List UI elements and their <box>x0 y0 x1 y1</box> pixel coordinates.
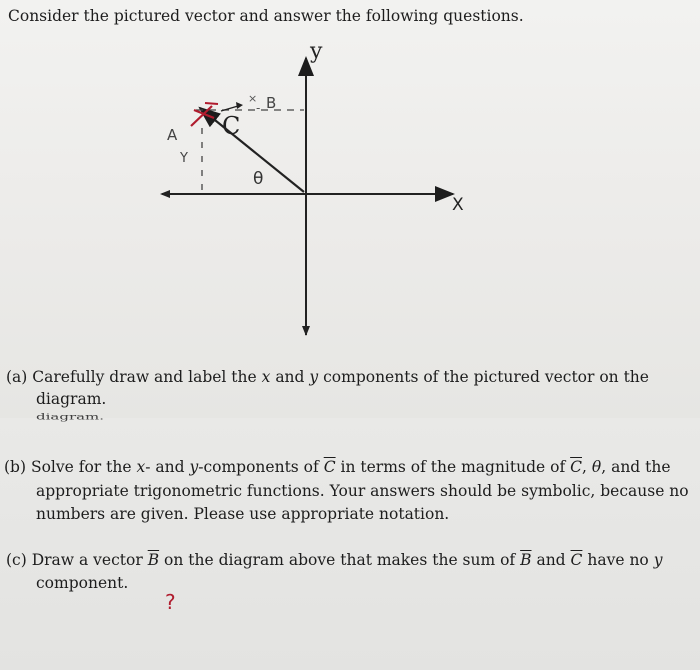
hw-label-b: B <box>266 94 277 112</box>
y-axis-label: y <box>310 39 323 64</box>
handwritten-question-mark: ? <box>165 590 176 614</box>
hw-dash-mark: - <box>256 101 261 115</box>
red-mark-stroke-3 <box>205 103 218 104</box>
question-a-line2: diagram. <box>36 390 107 408</box>
prompt-text: Consider the pictured vector and answer the following questions. <box>8 7 524 25</box>
x-axis-left-arrow <box>160 190 170 198</box>
question-b-line3: numbers are given. Please use appropriate notation. <box>36 505 450 523</box>
vector-c-label: C <box>222 112 241 140</box>
vector-c-arrow <box>200 108 304 192</box>
question-a-line1: (a) Carefully draw and label the x and y components of the pictured vector on the <box>6 368 649 386</box>
vector-c-overarrow-head <box>236 102 243 109</box>
question-b-line2: appropriate trigonometric functions. Your answers should be symbolic, because no <box>36 482 689 500</box>
x-axis-label: X <box>452 195 464 215</box>
question-a-marker: (a) <box>6 368 28 386</box>
angle-label: θ <box>253 169 264 189</box>
hw-label-y: Y <box>180 151 188 166</box>
question-a-ghost-line: diagram. <box>36 412 105 422</box>
question-c-line2: component. <box>36 574 129 592</box>
question-b-marker: (b) <box>4 458 27 476</box>
hw-small-x-mark: × <box>248 92 258 105</box>
hw-label-a: A <box>167 126 178 144</box>
question-b-line1: (b) Solve for the x- and y-components of $\overline{C}$ in terms of the magnitude of $\overline{C}$, θ, and the <box>4 458 671 476</box>
y-axis-down-arrow <box>302 326 310 336</box>
question-c-marker: (c) <box>6 551 27 569</box>
question-c-line1: (c) Draw a vector $\overline{B}$ on the diagram above that makes the sum of $\overline{B}$ and $\overline{C}$ have no y <box>6 551 663 569</box>
